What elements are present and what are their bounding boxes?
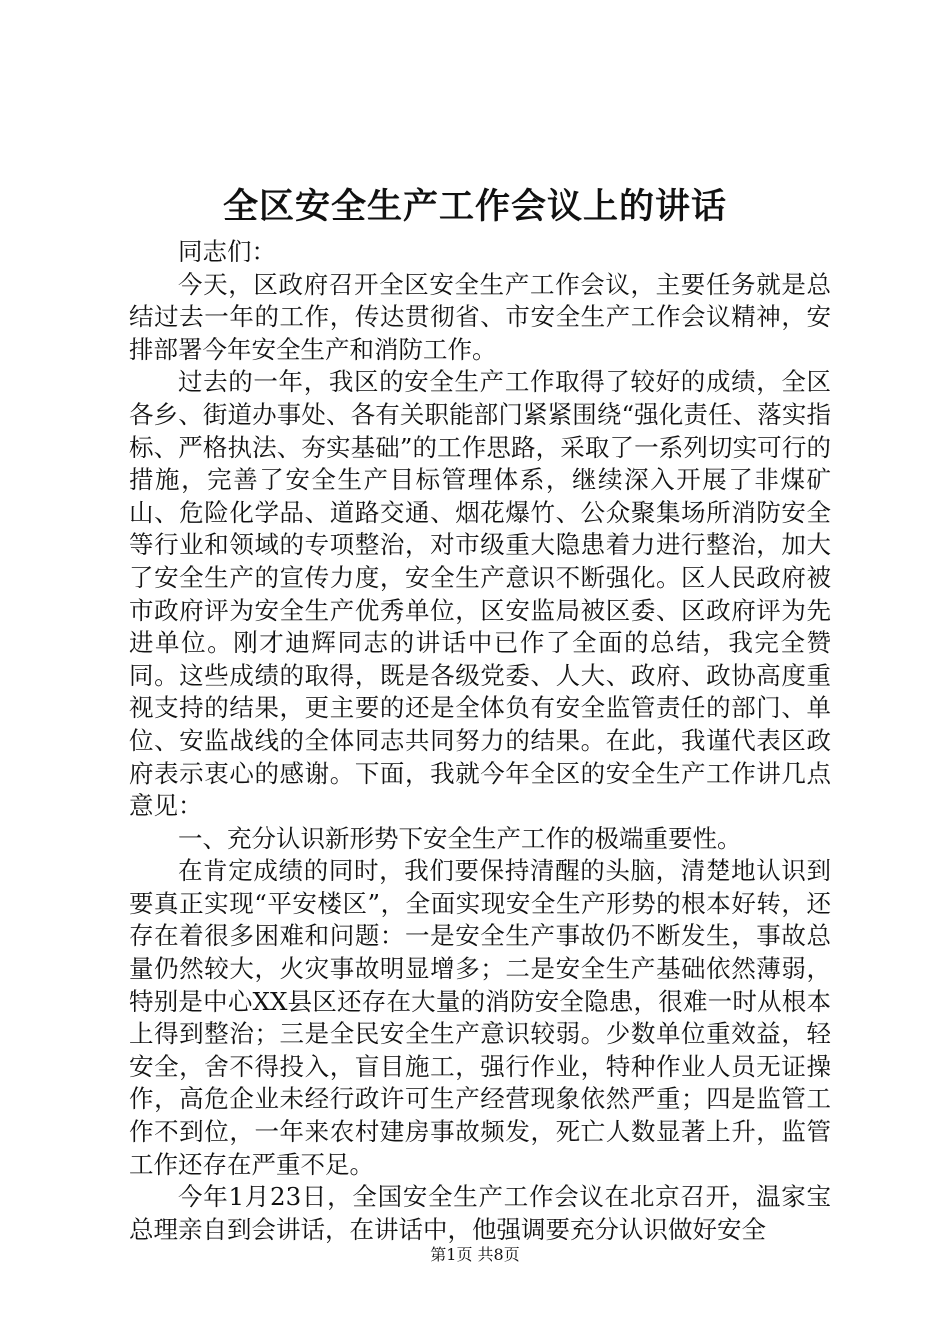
page-number-footer: 第1页 共8页 — [430, 1245, 520, 1264]
document-body — [129, 236, 831, 1246]
body-paragraph: 今天，区政府召开全区安全生产工作会议，主要任务就是总结过去一年的工作，传达贯彻省、市安全生产工作会议精神，安排部署今年安全生产和消防工作。 — [129, 269, 831, 364]
salutation-paragraph: 同志们： — [178, 237, 276, 266]
body-paragraph: 在肯定成绩的同时，我们要保持清醒的头脑，清楚地认识到要真正实现“平安楼区”，全面实现安全生产形势的根本好转，还存在着很多困难和问题：一是安全生产事故仍不断发生，事故总量仍然较大，火灾事故明显增多；二是安全生产基础依然薄弱，特别是中心XX县区还存在大量的消防安全隐患，很难一时从根本上得到整治；三是全民安全生产意识较弱。少数单位重效益，轻安全，舍不得投入，盲目施工，强行作业，特种作业人员无证操作，高危企业未经行政许可生产经营现象依然严重；四是监管工作不到位，一年来农村建房事故频发，死亡人数显著上升，监管工作还存在严重不足。 — [129, 856, 831, 1179]
body-paragraph: 过去的一年，我区的安全生产工作取得了较好的成绩，全区各乡、街道办事处、各有关职能部门紧紧围绕“强化责任、落实指标、严格执法、夯实基础”的工作思路，采取了一系列切实可行的措施，完善了安全生产目标管理体系，继续深入开展了非煤矿山、危险化学品、道路交通、烟花爆竹、公众聚集场所消防安全等行业和领域的专项整治，对市级重大隐患着力进行整治，加大了安全生产的宣传力度，安全生产意识不断强化。区人民政府被市政府评为安全生产优秀单位，区安监局被区委、区政府评为先进单位。刚才迪辉同志的讲话中已作了全面的总结，我完全赞同。这些成绩的取得，既是各级党委、人大、政府、政协高度重视支持的结果，更主要的还是全体负有安全监管责任的部门、单位、安监战线的全体同志共同努力的结果。在此，我谨代表区政府表示衷心的感谢。下面，我就今年全区的安全生产工作讲几点意见： — [129, 367, 831, 821]
section-heading: 一、充分认识新形势下安全生产工作的极端重要性。 — [178, 823, 742, 853]
document-title: 全区安全生产工作会议上的讲话 — [222, 186, 727, 227]
body-paragraph: 今年1月23日，全国安全生产工作会议在北京召开，温家宝总理亲自到会讲话，在讲话中，他强调要充分认识做好安全 — [129, 1182, 831, 1244]
